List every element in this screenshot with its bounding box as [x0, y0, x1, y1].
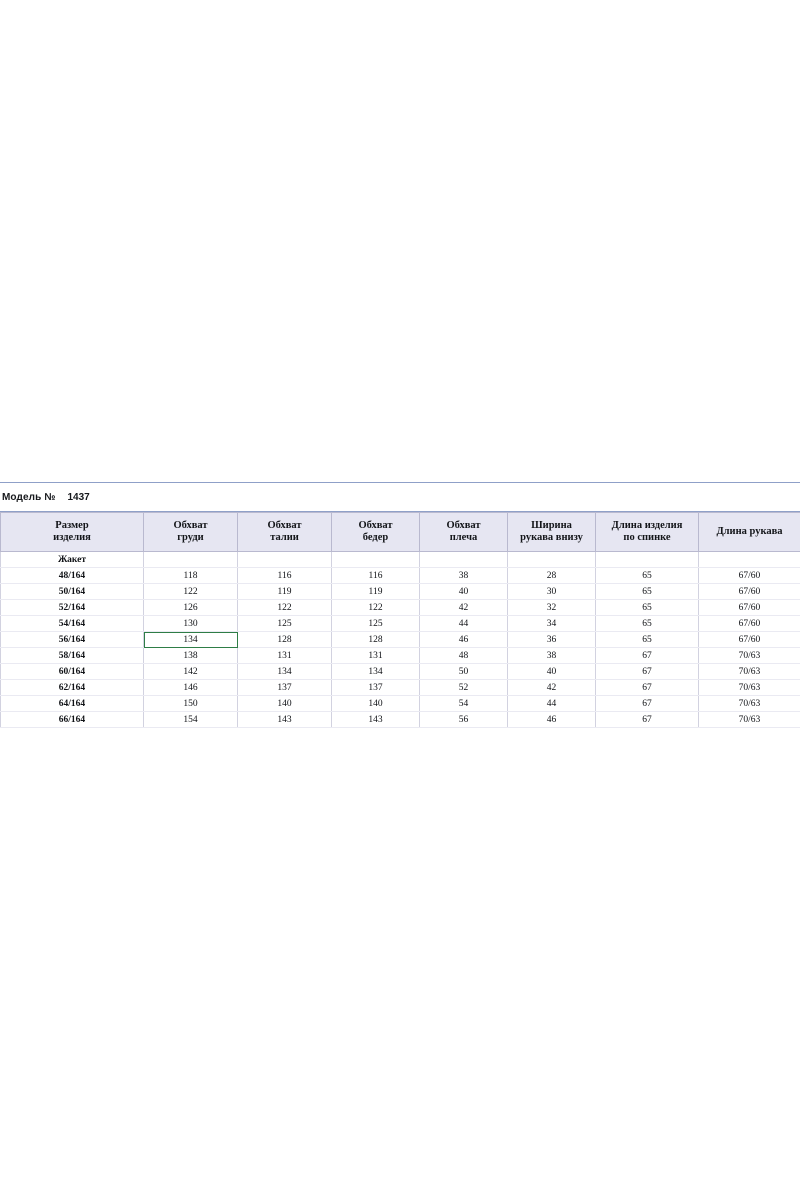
size-chart-sheet [0, 482, 800, 728]
cell-sleeve-length[interactable]: 70/63 [699, 664, 800, 680]
cell-chest-selected[interactable]: 134 [144, 632, 238, 648]
table-row[interactable] [1, 696, 800, 712]
column-header-chest [144, 513, 238, 552]
column-header-line: рукава внизу [520, 532, 583, 543]
cell-waist[interactable]: 128 [238, 632, 332, 648]
cell-size[interactable]: 62/164 [1, 680, 144, 696]
cell-sleeve-length[interactable]: 67/60 [699, 584, 800, 600]
cell-cuff-width[interactable]: 28 [508, 568, 596, 584]
cell-shoulder[interactable]: 42 [420, 600, 508, 616]
cell-hips[interactable]: 137 [332, 680, 420, 696]
cell-chest[interactable]: 126 [144, 600, 238, 616]
cell-hips[interactable]: 128 [332, 632, 420, 648]
column-header-line: изделия [53, 532, 91, 543]
section-spacer [238, 552, 332, 568]
cell-cuff-width[interactable]: 42 [508, 680, 596, 696]
column-header-shoulder [420, 513, 508, 552]
column-header-back-length [596, 513, 699, 552]
cell-cuff-width[interactable]: 36 [508, 632, 596, 648]
cell-chest[interactable]: 130 [144, 616, 238, 632]
model-number: 1437 [67, 491, 90, 503]
cell-back-length[interactable]: 67 [596, 664, 699, 680]
column-header-line: Обхват [358, 519, 393, 531]
cell-back-length[interactable]: 65 [596, 600, 699, 616]
cell-sleeve-length[interactable]: 67/60 [699, 568, 800, 584]
cell-hips[interactable]: 119 [332, 584, 420, 600]
cell-shoulder[interactable]: 52 [420, 680, 508, 696]
cell-hips[interactable]: 134 [332, 664, 420, 680]
cell-shoulder[interactable]: 54 [420, 696, 508, 712]
cell-shoulder[interactable]: 46 [420, 632, 508, 648]
cell-chest[interactable]: 146 [144, 680, 238, 696]
cell-hips[interactable]: 131 [332, 648, 420, 664]
column-header-line: Длина изделия [611, 519, 683, 531]
cell-waist[interactable]: 134 [238, 664, 332, 680]
section-spacer [508, 552, 596, 568]
cell-chest[interactable]: 150 [144, 696, 238, 712]
cell-waist[interactable]: 125 [238, 616, 332, 632]
cell-chest[interactable]: 142 [144, 664, 238, 680]
size-table [0, 512, 800, 728]
model-label: Модель № [2, 491, 56, 503]
column-header-line: Обхват [173, 519, 208, 531]
column-header-line: талии [270, 532, 299, 543]
table-row[interactable] [1, 712, 800, 728]
cell-shoulder[interactable]: 56 [420, 712, 508, 728]
cell-sleeve-length[interactable]: 67/60 [699, 632, 800, 648]
table-row[interactable] [1, 584, 800, 600]
cell-sleeve-length[interactable]: 70/63 [699, 648, 800, 664]
table-row[interactable] [1, 664, 800, 680]
model-header [0, 482, 800, 512]
column-header-sleeve-length [699, 513, 800, 552]
cell-back-length[interactable]: 65 [596, 616, 699, 632]
column-header-line: бедер [362, 532, 389, 543]
table-row[interactable] [1, 632, 800, 648]
cell-waist[interactable]: 116 [238, 568, 332, 584]
cell-size[interactable]: 58/164 [1, 648, 144, 664]
cell-cuff-width[interactable]: 46 [508, 712, 596, 728]
table-row[interactable] [1, 680, 800, 696]
cell-sleeve-length[interactable]: 70/63 [699, 696, 800, 712]
cell-size[interactable]: 48/164 [1, 568, 144, 584]
cell-sleeve-length[interactable]: 70/63 [699, 680, 800, 696]
cell-shoulder[interactable]: 40 [420, 584, 508, 600]
cell-hips[interactable]: 140 [332, 696, 420, 712]
section-row [1, 552, 800, 568]
section-spacer [596, 552, 699, 568]
section-spacer [420, 552, 508, 568]
cell-hips[interactable]: 116 [332, 568, 420, 584]
table-header-row [1, 513, 800, 552]
cell-size[interactable]: 56/164 [1, 632, 144, 648]
cell-cuff-width[interactable]: 32 [508, 600, 596, 616]
section-label: Жакет [1, 552, 144, 568]
column-header-cuff-width [508, 513, 596, 552]
cell-size[interactable]: 52/164 [1, 600, 144, 616]
cell-sleeve-length[interactable]: 70/63 [699, 712, 800, 728]
column-header-line: Ширина [531, 519, 572, 531]
cell-back-length[interactable]: 67 [596, 648, 699, 664]
cell-size[interactable]: 66/164 [1, 712, 144, 728]
cell-back-length[interactable]: 65 [596, 632, 699, 648]
cell-cuff-width[interactable]: 34 [508, 616, 596, 632]
column-header-line: по спинке [623, 532, 671, 543]
cell-waist[interactable]: 131 [238, 648, 332, 664]
cell-cuff-width[interactable]: 40 [508, 664, 596, 680]
column-header-hips [332, 513, 420, 552]
cell-sleeve-length[interactable]: 67/60 [699, 616, 800, 632]
column-header-line: Обхват [267, 519, 302, 531]
column-header-line: плеча [449, 532, 478, 543]
cell-size[interactable]: 54/164 [1, 616, 144, 632]
table-row[interactable] [1, 568, 800, 584]
cell-waist[interactable]: 143 [238, 712, 332, 728]
cell-chest[interactable]: 118 [144, 568, 238, 584]
cell-hips[interactable]: 122 [332, 600, 420, 616]
cell-waist[interactable]: 119 [238, 584, 332, 600]
cell-back-length[interactable]: 67 [596, 696, 699, 712]
section-spacer [332, 552, 420, 568]
column-header-line: груди [177, 532, 204, 543]
section-spacer [144, 552, 238, 568]
cell-sleeve-length[interactable]: 67/60 [699, 600, 800, 616]
cell-waist[interactable]: 137 [238, 680, 332, 696]
column-header-line: Длина рукава [716, 525, 783, 537]
cell-back-length[interactable]: 67 [596, 712, 699, 728]
cell-waist[interactable]: 140 [238, 696, 332, 712]
table-row[interactable] [1, 616, 800, 632]
cell-hips[interactable]: 125 [332, 616, 420, 632]
section-spacer [699, 552, 800, 568]
cell-chest[interactable]: 122 [144, 584, 238, 600]
cell-shoulder[interactable]: 50 [420, 664, 508, 680]
cell-hips[interactable]: 143 [332, 712, 420, 728]
cell-waist[interactable]: 122 [238, 600, 332, 616]
cell-cuff-width[interactable]: 38 [508, 648, 596, 664]
cell-size[interactable]: 60/164 [1, 664, 144, 680]
cell-back-length[interactable]: 65 [596, 584, 699, 600]
cell-shoulder[interactable]: 48 [420, 648, 508, 664]
cell-chest[interactable]: 154 [144, 712, 238, 728]
column-header-line: Обхват [446, 519, 481, 531]
cell-cuff-width[interactable]: 44 [508, 696, 596, 712]
column-header-line: Размер [55, 519, 89, 531]
cell-back-length[interactable]: 65 [596, 568, 699, 584]
cell-size[interactable]: 50/164 [1, 584, 144, 600]
cell-back-length[interactable]: 67 [596, 680, 699, 696]
cell-cuff-width[interactable]: 30 [508, 584, 596, 600]
column-header-size [1, 513, 144, 552]
table-row[interactable] [1, 600, 800, 616]
table-row[interactable] [1, 648, 800, 664]
cell-chest[interactable]: 138 [144, 648, 238, 664]
cell-shoulder[interactable]: 38 [420, 568, 508, 584]
cell-size[interactable]: 64/164 [1, 696, 144, 712]
column-header-waist [238, 513, 332, 552]
cell-shoulder[interactable]: 44 [420, 616, 508, 632]
